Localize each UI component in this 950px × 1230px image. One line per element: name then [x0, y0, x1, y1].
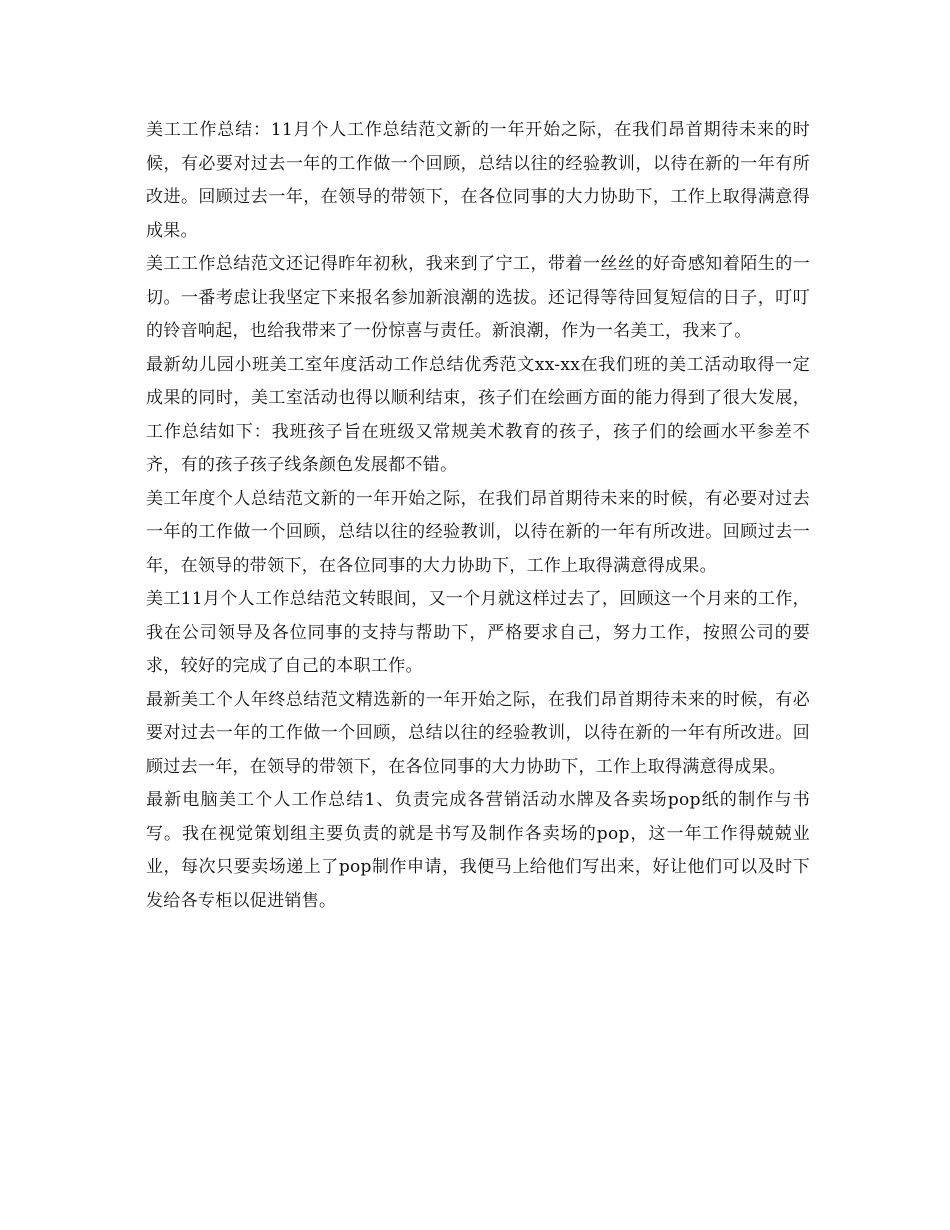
paragraph-1: 美工工作总结：11月个人工作总结范文新的一年开始之际，在我们昂首期待未来的时候，有必要对过去一年的工作做一个回顾，总结以往的经验教训，以待在新的一年有所改进。回顾过去一年，在领导的带领下，在各位同事的大力协助下，工作上取得满意得成果。 [146, 120, 810, 241]
document-body [146, 114, 810, 918]
paragraph-6: 最新美工个人年终总结范文精选新的一年开始之际，在我们昂首期待未来的时候，有必要对过去一年的工作做一个回顾，总结以往的经验教训，以待在新的一年有所改进。回顾过去一年，在领导的带领下，在各位同事的大力协助下，工作上取得满意得成果。 [146, 689, 810, 777]
paragraph-2: 美工工作总结范文还记得昨年初秋，我来到了宁工，带着一丝丝的好奇感知着陌生的一切。一番考虑让我坚定下来报名参加新浪潮的选拔。还记得等待回复短信的日子，叮叮的铃音响起，也给我带来了一份惊喜与责任。新浪潮，作为一名美工，我来了。 [146, 254, 810, 341]
paragraph-7: 最新电脑美工个人工作总结1、负责完成各营销活动水牌及各卖场pop纸的制作与书写。我在视觉策划组主要负责的就是书写及制作各卖场的pop，这一年工作得兢兢业业，每次只要卖场递上了pop制作申请，我便马上给他们写出来，好让他们可以及时下发给各专柜以促进销售。 [146, 790, 810, 911]
paragraph-5: 美工11月个人工作总结范文转眼间，又一个月就这样过去了，回顾这一个月来的工作，我在公司领导及各位同事的支持与帮助下，严格要求自己，努力工作，按照公司的要求，较好的完成了自己的本职工作。 [146, 589, 810, 676]
paragraph-4: 美工年度个人总结范文新的一年开始之际，在我们昂首期待未来的时候，有必要对过去一年的工作做一个回顾，总结以往的经验教训，以待在新的一年有所改进。回顾过去一年，在领导的带领下，在各位同事的大力协助下，工作上取得满意得成果。 [146, 488, 810, 576]
paragraph-3: 最新幼儿园小班美工室年度活动工作总结优秀范文xx-xx在我们班的美工活动取得一定成果的同时，美工室活动也得以顺利结束，孩子们在绘画方面的能力得到了很大发展，工作总结如下：我班孩子旨在班级又常规美术教育的孩子，孩子们的绘画水平参差不齐，有的孩子孩子线条颜色发展都不错。 [146, 354, 810, 475]
